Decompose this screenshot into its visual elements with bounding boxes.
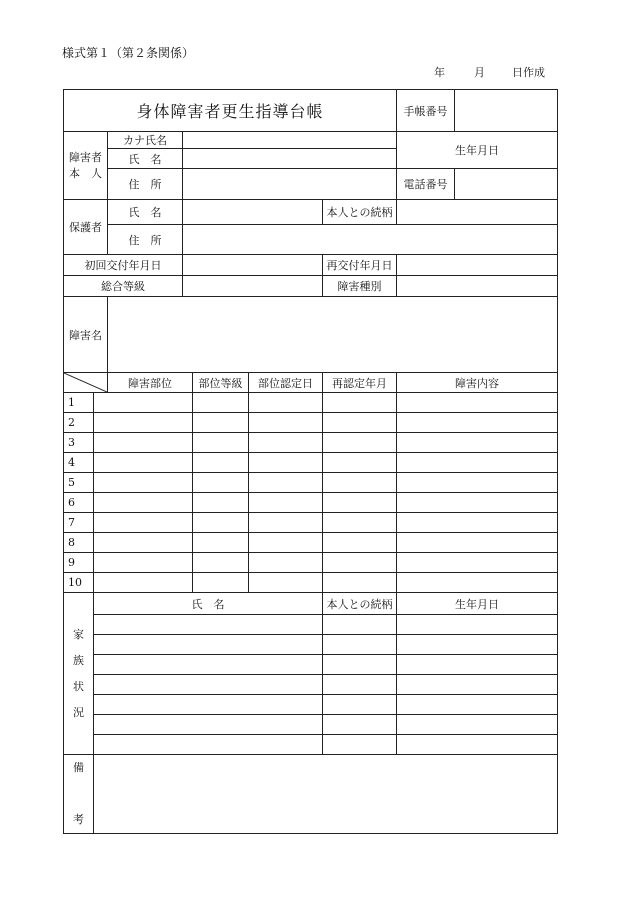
family-cell[interactable] [323, 735, 397, 755]
family-cell[interactable] [94, 735, 323, 755]
row-cell[interactable] [94, 433, 193, 453]
reissue-label: 再交付年月日 [323, 255, 397, 276]
phone-value[interactable] [455, 169, 558, 200]
remarks-label: 備 考 [64, 755, 94, 834]
relation-label: 本人との続柄 [323, 200, 397, 225]
total-grade-value[interactable] [183, 276, 323, 297]
family-cell[interactable] [397, 675, 558, 695]
row-cell[interactable] [249, 453, 323, 473]
total-grade-label: 総合等級 [64, 276, 183, 297]
row-cell[interactable] [249, 433, 323, 453]
row-cell[interactable] [193, 533, 249, 553]
disability-name-label: 障害名 [64, 297, 108, 373]
guardian-address-value[interactable] [183, 225, 558, 255]
row-cell[interactable] [249, 413, 323, 433]
row-cell[interactable] [193, 393, 249, 413]
family-cell[interactable] [94, 715, 323, 735]
row-cell[interactable] [397, 533, 558, 553]
family-label: 家 族 状 況 [64, 593, 94, 755]
person-label: 障害者 本 人 [64, 132, 108, 200]
row-cell[interactable] [397, 493, 558, 513]
address-label: 住 所 [108, 169, 183, 200]
row-cell[interactable] [397, 513, 558, 533]
guardian-name-value[interactable] [183, 200, 323, 225]
kana-label: カナ氏名 [108, 132, 183, 149]
family-header-name: 氏 名 [94, 593, 323, 615]
row-cell[interactable] [193, 553, 249, 573]
row-cell[interactable] [397, 573, 558, 593]
part-header-4: 障害内容 [397, 373, 558, 393]
form-number: 様式第１（第２条関係） [62, 46, 195, 60]
relation-value[interactable] [397, 200, 558, 225]
address-value[interactable] [183, 169, 397, 200]
family-cell[interactable] [323, 635, 397, 655]
family-cell[interactable] [397, 635, 558, 655]
row-cell[interactable] [323, 493, 397, 513]
family-cell[interactable] [94, 655, 323, 675]
name-value[interactable] [183, 149, 397, 169]
row-number: 2 [64, 413, 94, 433]
row-cell[interactable] [397, 453, 558, 473]
row-number: 5 [64, 473, 94, 493]
row-cell[interactable] [323, 433, 397, 453]
row-number: 9 [64, 553, 94, 573]
row-cell[interactable] [249, 553, 323, 573]
guardian-label: 保護者 [64, 200, 108, 255]
created-date [434, 64, 545, 80]
part-header-2: 部位認定日 [249, 373, 323, 393]
row-cell[interactable] [94, 513, 193, 533]
family-cell[interactable] [94, 695, 323, 715]
name-label: 氏 名 [108, 149, 183, 169]
row-cell[interactable] [94, 453, 193, 473]
row-cell[interactable] [193, 473, 249, 493]
row-cell[interactable] [249, 513, 323, 533]
row-cell[interactable] [94, 473, 193, 493]
phone-label: 電話番号 [397, 169, 455, 200]
row-cell[interactable] [323, 453, 397, 473]
row-number: 10 [64, 573, 94, 593]
kana-value[interactable] [183, 132, 397, 149]
reissue-value[interactable] [397, 255, 558, 276]
row-number: 3 [64, 433, 94, 453]
row-cell[interactable] [193, 513, 249, 533]
family-cell[interactable] [397, 615, 558, 635]
family-cell[interactable] [323, 615, 397, 635]
row-cell[interactable] [397, 433, 558, 453]
disability-type-value[interactable] [397, 276, 558, 297]
row-cell[interactable] [94, 413, 193, 433]
remarks-value[interactable] [94, 755, 558, 834]
family-cell[interactable] [94, 615, 323, 635]
row-cell[interactable] [249, 473, 323, 493]
guardian-address-label: 住 所 [108, 225, 183, 255]
techo-number-value[interactable] [455, 90, 558, 132]
row-cell[interactable] [323, 533, 397, 553]
row-cell[interactable] [323, 573, 397, 593]
guardian-name-label: 氏 名 [108, 200, 183, 225]
day-created-label: 日作成 [512, 66, 545, 79]
family-header-birth: 生年月日 [397, 593, 558, 615]
family-cell[interactable] [323, 695, 397, 715]
family-cell[interactable] [323, 675, 397, 695]
part-header-1: 部位等級 [193, 373, 249, 393]
disability-name-value[interactable] [108, 297, 558, 373]
family-cell[interactable] [94, 675, 323, 695]
row-number: 1 [64, 393, 94, 413]
row-cell[interactable] [323, 473, 397, 493]
row-cell[interactable] [193, 413, 249, 433]
row-cell[interactable] [323, 393, 397, 413]
row-cell[interactable] [323, 513, 397, 533]
row-cell[interactable] [94, 533, 193, 553]
row-cell[interactable] [94, 493, 193, 513]
year-label: 年 [434, 66, 445, 79]
row-number: 6 [64, 493, 94, 513]
techo-number-label: 手帳番号 [397, 90, 455, 132]
row-cell[interactable] [94, 393, 193, 413]
row-cell[interactable] [249, 573, 323, 593]
part-header-3: 再認定年月 [323, 373, 397, 393]
row-cell[interactable] [397, 413, 558, 433]
row-cell[interactable] [249, 533, 323, 553]
part-header-0: 障害部位 [108, 373, 193, 393]
family-cell[interactable] [397, 735, 558, 755]
family-cell[interactable] [397, 655, 558, 675]
ledger-table [63, 89, 558, 834]
row-cell[interactable] [193, 493, 249, 513]
row-cell[interactable] [193, 573, 249, 593]
diagonal-header-cell [64, 373, 108, 393]
row-cell[interactable] [94, 553, 193, 573]
row-cell[interactable] [193, 433, 249, 453]
row-cell[interactable] [193, 453, 249, 473]
row-cell[interactable] [249, 393, 323, 413]
first-issue-value[interactable] [183, 255, 323, 276]
family-cell[interactable] [397, 695, 558, 715]
family-cell[interactable] [323, 715, 397, 735]
row-cell[interactable] [397, 393, 558, 413]
family-cell[interactable] [323, 655, 397, 675]
family-cell[interactable] [94, 635, 323, 655]
row-number: 8 [64, 533, 94, 553]
month-label: 月 [474, 66, 485, 79]
row-cell[interactable] [94, 573, 193, 593]
row-number: 7 [64, 513, 94, 533]
row-cell[interactable] [397, 473, 558, 493]
row-cell[interactable] [397, 553, 558, 573]
row-number: 4 [64, 453, 94, 473]
disability-type-label: 障害種別 [323, 276, 397, 297]
row-cell[interactable] [249, 493, 323, 513]
family-cell[interactable] [397, 715, 558, 735]
ledger-title: 身体障害者更生指導台帳 [64, 90, 397, 132]
row-cell[interactable] [323, 413, 397, 433]
diagonal-line [64, 373, 107, 392]
family-header-relation: 本人との続柄 [323, 593, 397, 615]
row-cell[interactable] [323, 553, 397, 573]
birth-label: 生年月日 [397, 132, 558, 169]
first-issue-label: 初回交付年月日 [64, 255, 183, 276]
